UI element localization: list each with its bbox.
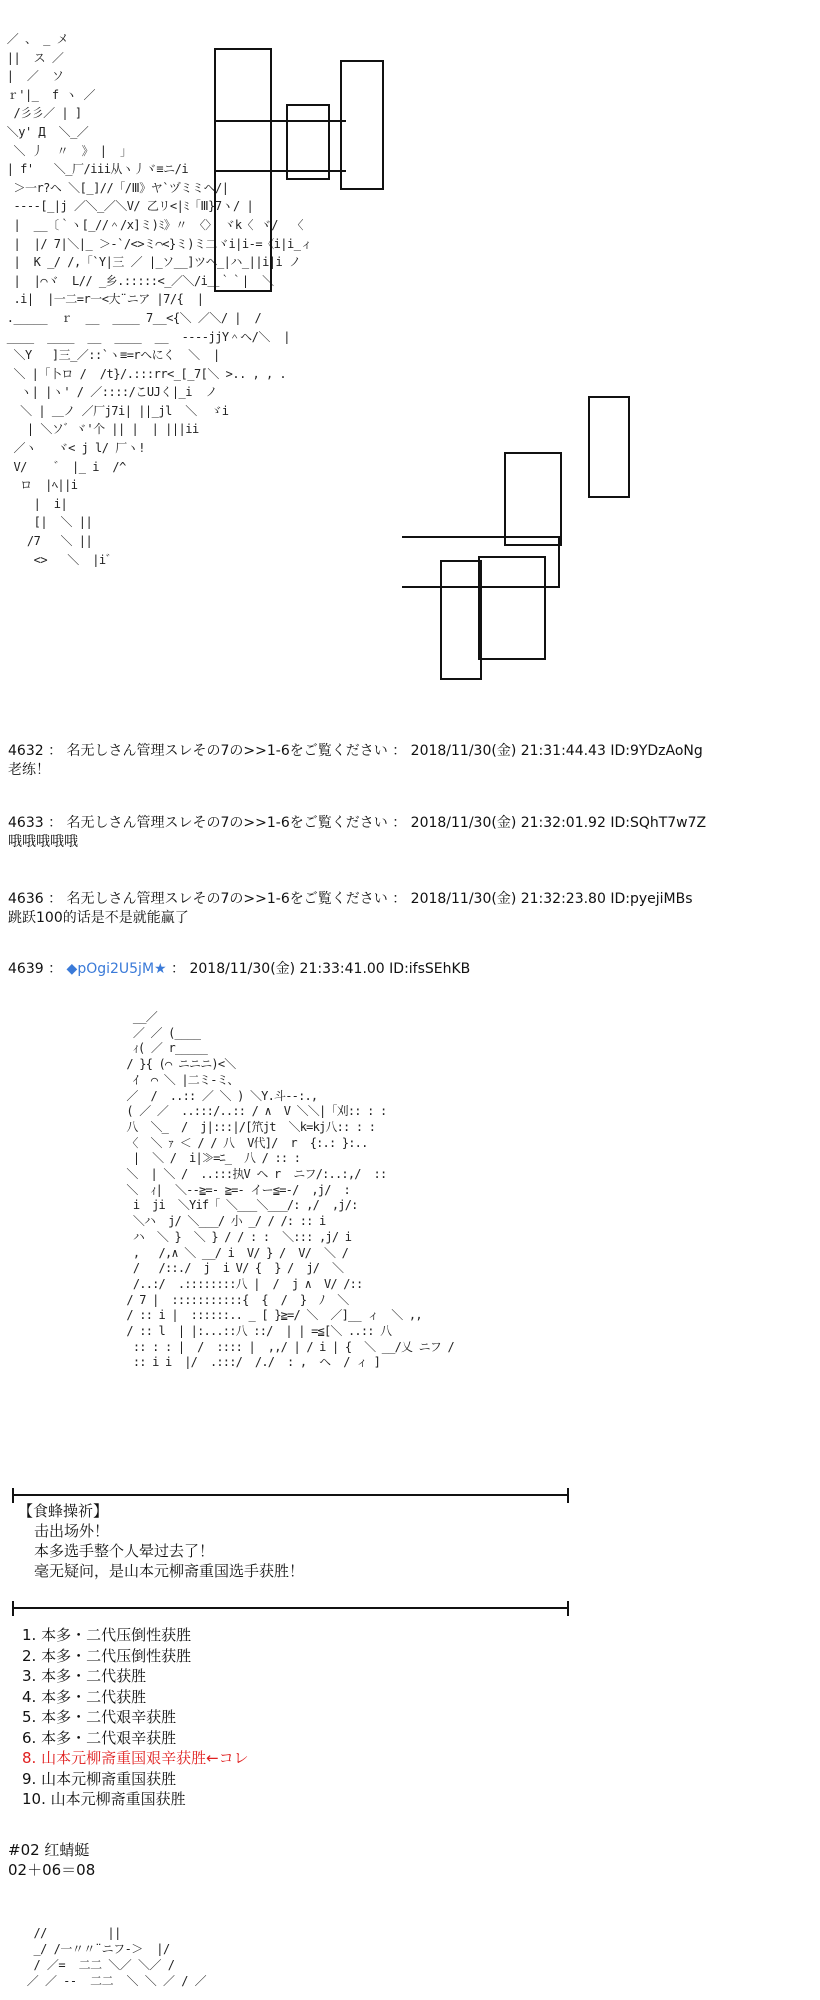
choice-list [22,1625,249,1810]
post-4636 [8,890,693,928]
dice-calc: 02＋06＝08 [8,1861,96,1879]
choice-item: 10. 山本元柳斋重国获胜 [22,1790,186,1808]
post-body: 哦哦哦哦哦 [8,834,78,850]
post-header: 4632 ： 名无しさん管理スレその7の>>1-6をご覧ください ： 2018/11/30(金) 21:31:44.43 ID:9YDzAoNg [8,743,703,759]
choice-item: 5. 本多・二代艰辛获胜 [22,1708,177,1726]
art-block-right [504,452,562,546]
tripcode-link[interactable]: ◆pOgi2U5jM [66,961,155,977]
divider-tick-right [567,1488,569,1503]
post-number: 4639 ： [8,961,63,977]
choice-item: 6. 本多・二代艰辛获胜 [22,1728,177,1747]
post-4639 [8,960,470,979]
post-4633 [8,814,706,852]
art-block-bottom-left [440,560,482,680]
post-meta: ： 2018/11/30(金) 21:33:41.00 ID:ifsSEhKB [171,961,471,977]
divider-bottom [12,1607,569,1609]
divider-tick-left [12,1488,14,1503]
art-block-right-small [588,396,630,498]
selection-line-3: 毫无疑问，是山本元柳斋重国选手获胜！ [34,1562,305,1580]
ascii-art-bottom: // || _/ /一〃〃¨ニフ-＞ |/ / ／= 二二 ＼／ ＼／ / ／ ／ -- 二二 ＼ ＼ ／ / ／ [26,1926,207,1988]
choice-item: 3. 本多・二代获胜 [22,1667,147,1685]
art-block-bottom-mid [478,556,546,660]
selection-line-2: 本多选手整个人晕过去了！ [34,1542,215,1560]
dice-label: #02 红蜻蜓 [8,1841,90,1859]
post-header [8,960,470,979]
choice-item-selected: 8. 山本元柳斋重国艰辛获胜←コレ [22,1749,249,1767]
art-block-tall [340,60,384,190]
choice-item: 9. 山本元柳斋重国获胜 [22,1769,177,1788]
choice-item: 2. 本多・二代压倒性获胜 [22,1646,192,1665]
selection-line-1: 击出场外！ [34,1522,110,1540]
post-header: 4633 ： 名无しさん管理スレその7の>>1-6をご覧ください ： 2018/11/30(金) 21:32:01.92 ID:SQhT7w7Z [8,815,707,831]
star-icon: ★ [154,961,167,977]
divider-tick-right [567,1601,569,1616]
post-body: 老练！ [8,762,50,778]
post-body: 跳跃100的话是不是就能赢了 [8,910,189,926]
ascii-art-top: ／ 、 _ メ || ス ／ | ／ ソ ｒ'|_ f ヽ ／ /彡彡／ | ] ＼y' Д ＼_／ ＼ 丿 〃 》 | 」 | f' ＼_厂/iii从ヽ丿ヾ≡ニ/i ＞一r?ヘ ＼[_]//「/Ⅲ》ヤ`ヅミミヘ/| ----[_|j ／＼_／＼V/ 乙リ<|ﾐ「Ⅲ}7ヽ/ | | __〔｀ヽ[_//＾/x]ミ)ﾐ》〃 〈〉 ヾk〈 ヾ/ 〈 | |/ 7|＼|_ ＞-`/<>ミ⌒<}ミ)ミ二ヾi|i-=《i|i_ィ | K _/ /,「`Y|三 ／ |_ソ__]ツヘ_|ハ_||i|i ノ | |⌒ヾ L// _乡.:::::<_／＼/i＿｀｀| ＼ .i| |一二=r一<大¨ニア |7/{ | ._____ ｒ __ ____ 7__<{＼ ／＼/ | / ____ ____ __ ____ __ ----jjY＾ヘ/＼ | ＼Y ]三_／::`ヽ≡=rヘにく ＼ | ＼ |「卜ロ / /t}/.:::rr<_[_7[＼ >.. , , . ヽ| |ヽ' / ／::::/こUJく|_i ノ ＼ | ＿ノ ／厂j7i| ||_jl ＼ ゞi | ＼ソ゛ヾ'个 || | | |||ii ／ヽ ヾ< j l/ 厂ヽ! V/ ゛ |_ i /^ ロ |ﾍ||i | i| [| ＼ || /7 ＼ || <> ＼ |i゛ [6,32,312,567]
choice-item: 1. 本多・二代压倒性获胜 [22,1626,192,1644]
choice-item: 4. 本多・二代获胜 [22,1687,147,1706]
divider-top [12,1494,569,1496]
divider-tick-left [12,1601,14,1616]
ascii-art-middle: __／ ／ ／ (____ ｨ( ／ r_____ / }{ (⌒ ニニニ)<＼ ｲ ⌒ ＼ |二ミ-ミ、 ／ / ..:: ／ ＼ ) ＼Y.斗--:., ( ／ ／ ..:::/..:: / ∧ V ＼＼|「刈:: : : 八 ＼_ / j|:::|/[笊jt ＼k=kj八:: : : 〈 ＼ ｧ ＜ / / 八 V代]/ r {:.: }:.. | ＼ / i|≫=ﾆ_ 八 / :: : ＼ | ＼ / ..:::执V ヘ r ニフ/:..:,/ :: ＼ ｨ| ＼--≧=- ≧=- イー≦=-/ ,j/ : i ji ＼Yif「 ＼___＼___/: ,/ ,j/: ＼ハ j/ ＼___/ 小 _/ / /: :: i ハ ＼ } ＼ } / / : : ＼::: ,j/ i , /,∧ ＼ __/ i V/ } / V/ ＼ / / /::./ j i V/ { } / j/ ＼ /..:/ .::::::::八 | / j ∧ V/ /:: / 7 | :::::::::::{ { / } ﾉ ＼ / :: i | ::::::.. _ [ }≧=/ ＼ ／]__ ィ ＼ ,, / :: l | |:...::八 ::/ | | =≦[＼ ..:: 八 :: : : | / :::: | ,,/ | / i | { ＼ __/乂 ニフ / :: i i |/ .:::/ /./ : , ヘ / ィ ] [126,1010,454,1370]
post-header: 4636 ： 名无しさん管理スレその7の>>1-6をご覧ください ： 2018/11/30(金) 21:32:23.80 ID:pyejiMBs [8,891,693,907]
post-4632 [8,742,703,780]
selection-title: 【食蜂操祈】 [18,1502,109,1520]
art-block-upper [286,104,330,180]
